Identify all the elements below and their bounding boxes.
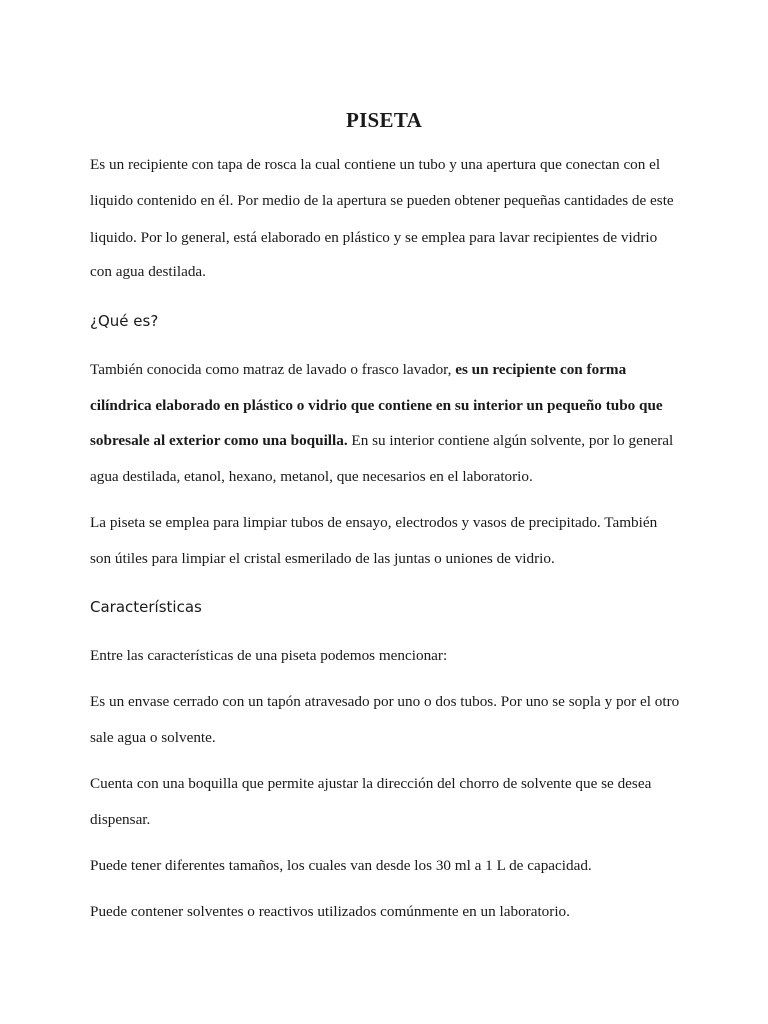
que-es-p2-line-1: La piseta se emplea para limpiar tubos de ensayo, electrodos y vasos de precipitado. También [90, 514, 658, 531]
que-es-p1-line-1 [90, 360, 626, 380]
section-heading-caracteristicas: Características [90, 598, 202, 616]
que-es-p1-line-2 [90, 396, 663, 416]
section-heading-que-es: ¿Qué es? [90, 312, 159, 330]
que-es-p1-line-3-text: En su interior contiene algún solvente, por lo general [347, 432, 674, 449]
caracteristica-3: Puede tener diferentes tamaños, los cuales van desde los 30 ml a 1 L de capacidad. [90, 857, 592, 874]
caracteristica-1-line-1: Es un envase cerrado con un tapón atravesado por uno o dos tubos. Por uno se sopla y por el otro [90, 693, 680, 710]
document-title: PISETA [345, 108, 423, 132]
que-es-p2-line-2: son útiles para limpiar el cristal esmerilado de las juntas o uniones de vidrio. [90, 550, 555, 567]
que-es-p1-line-4: agua destilada, etanol, hexano, metanol, que necesarios en el laboratorio. [90, 468, 533, 485]
intro-line-4: con agua destilada. [90, 263, 206, 280]
caracteristica-4: Puede contener solventes o reactivos utilizados comúnmente en un laboratorio. [90, 903, 570, 920]
que-es-p1-line-3-bold: sobresale al exterior como una boquilla. [90, 432, 348, 449]
intro-line-2: liquido contenido en él. Por medio de la apertura se pueden obtener pequeñas cantidades de este [90, 192, 674, 209]
caracteristica-1-line-2: sale agua o solvente. [90, 729, 216, 746]
caracteristicas-intro: Entre las características de una piseta podemos mencionar: [90, 647, 448, 664]
que-es-p1-line-1-text: También conocida como matraz de lavado o frasco lavador, [90, 361, 456, 378]
que-es-p1-line-2-bold: cilíndrica elaborado en plástico o vidrio que contiene en su interior un pequeño tubo que [90, 397, 663, 414]
caracteristica-2-line-1: Cuenta con una boquilla que permite ajustar la dirección del chorro de solvente que se desea [90, 775, 652, 792]
intro-line-1: Es un recipiente con tapa de rosca la cual contiene un tubo y una apertura que conectan con el [90, 156, 661, 173]
caracteristica-2-line-2: dispensar. [90, 811, 151, 828]
que-es-p1-line-1-bold: es un recipiente con forma [455, 361, 627, 378]
intro-line-3: liquido. Por lo general, está elaborado en plástico y se emplea para lavar recipientes de vidrio [90, 229, 658, 246]
que-es-p1-line-3 [90, 431, 673, 451]
